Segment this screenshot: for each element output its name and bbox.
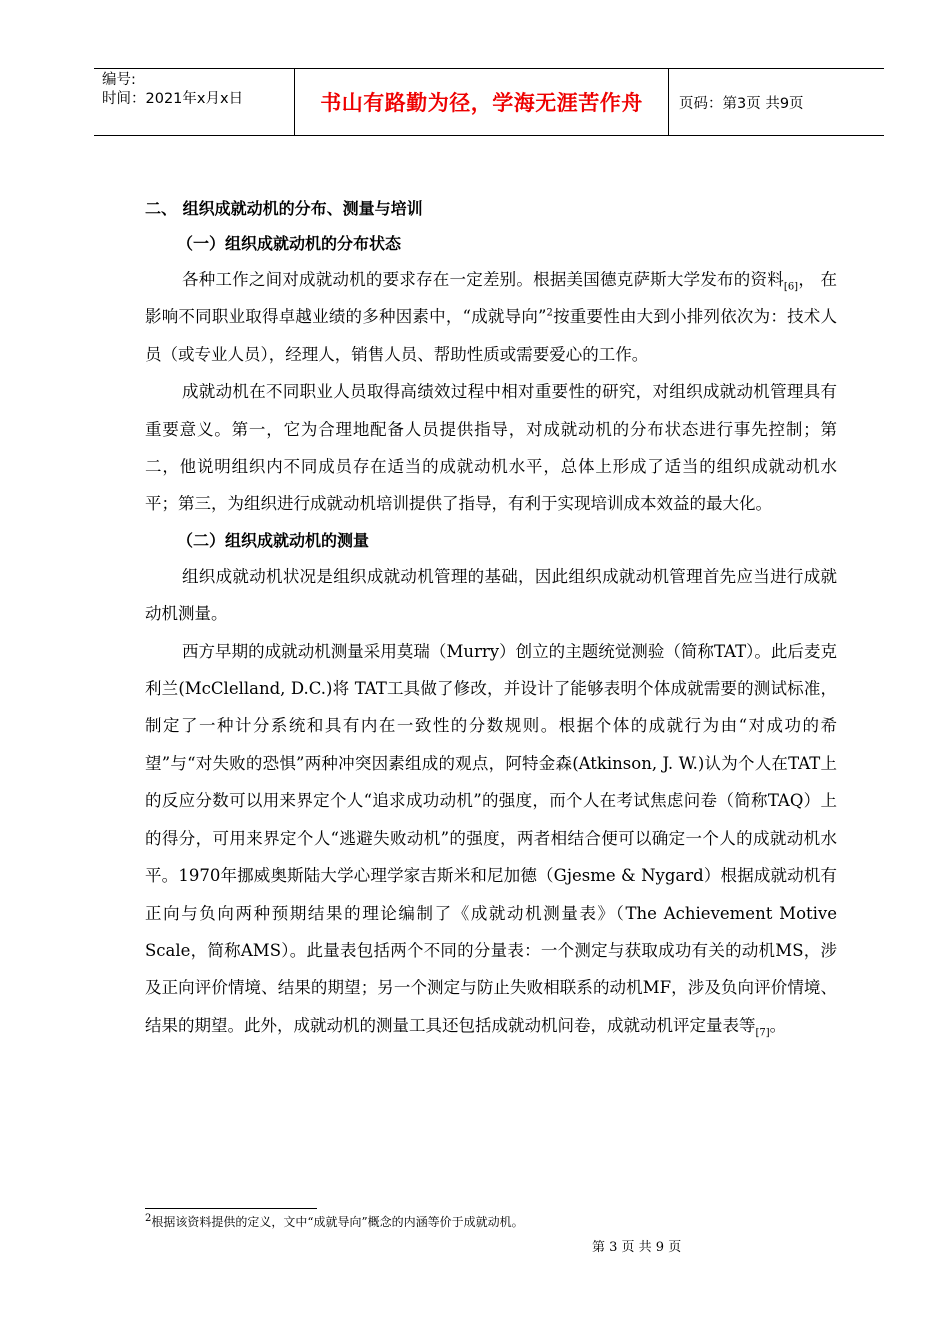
footnote-mark: 2 [145, 1213, 152, 1224]
subsection-title-distribution: （一）组织成就动机的分布状态 [177, 234, 402, 253]
document-body [145, 191, 837, 1044]
header-meta-cell [94, 69, 295, 135]
paragraph-3: 组织成就动机状况是组织成就动机管理的基础，因此组织成就动机管理首先应当进行成就动机测量。 [145, 566, 837, 624]
header-table [94, 68, 884, 136]
doc-time-label: 时间：2021年x月x日 [102, 91, 244, 107]
page-footer: 第 3 页 共 9 页 [592, 1240, 682, 1255]
paragraph-1: 各种工作之间对成就动机的要求存在一定差别。根据美国德克萨斯大学发布的资料$_{[6]}$， 在影响不同职业取得卓越业绩的多种因素中，“成就导向”$^2$按重要性由大到小排列依次为：技术人员（或专业人员），经理人，销售人员、帮助性质或需要爱心的工作。 [145, 270, 838, 364]
footnote [145, 1214, 524, 1230]
footnote-separator [145, 1208, 317, 1209]
footnote-ref-2[interactable]: 2 [546, 307, 553, 319]
paragraph-2: 成就动机在不同职业人员取得高绩效过程中相对重要性的研究，对组织成就动机管理具有重要意义。第一，它为合理地配备人员提供指导，对成就动机的分布状态进行事先控制；第二，他说明组织内不同成员存在适当的成就动机水平，总体上形成了适当的组织成就动机水平；第三，为组织进行成就动机培训提供了指导，有利于实现培训成本效益的最大化。 [145, 382, 837, 514]
header-page-code: 页码：第3页 共9页 [679, 95, 804, 112]
section-title: 二、 组织成就动机的分布、测量与培训 [145, 199, 423, 218]
header-motto: 书山有路勤为径，学海无涯苦作舟 [295, 69, 669, 135]
doc-number-label: 编号: [102, 72, 136, 88]
citation-6: [6] [783, 281, 799, 293]
subsection-title-measurement: （二）组织成就动机的测量 [177, 530, 370, 550]
paragraph-4: 西方早期的成就动机测量采用莫瑞（Murry）创立的主题统觉测验（简称TAT）。此后麦克利兰(McClelland, D.C.)将 TAT工具做了修改，并设计了能够表明个体成就需要的测试标准，制定了一种计分系统和具有内在一致性的分数规则。根据个体的成就行为由“对成功的希望”与“对失败的恐惧”两种冲突因素组成的观点，阿特金森(Atkinson, J. W.)认为个人在TAT上的反应分数可以用来界定个人“追求成功动机”的强度，而个人在考试焦虑问卷（简称TAQ）上的得分，可用来界定个人“逃避失败动机”的强度，两者相结合便可以确定一个人的成就动机水平。1970年挪威奥斯陆大学心理学家吉斯米和尼加德（Gjesme & Nygard）根据成就动机有正向与负向两种预期结果的理论编制了《成就动机测量表》（The Achievement Motive Scale，简称AMS）。此量表包括两个不同的分量表：一个测定与获取成功有关的动机MS，涉及正向评价情境、结果的期望；另一个测定与防止失败相联系的动机MF，涉及负向评价情境、结果的期望。此外，成就动机的测量工具还包括成就动机问卷，成就动机评定量表等$_{[7]}$。 [145, 641, 837, 1039]
footnote-text: 根据该资料提供的定义，文中“成就导向”概念的内涵等价于成就动机。 [151, 1215, 524, 1229]
citation-7: [7] [755, 1027, 770, 1039]
